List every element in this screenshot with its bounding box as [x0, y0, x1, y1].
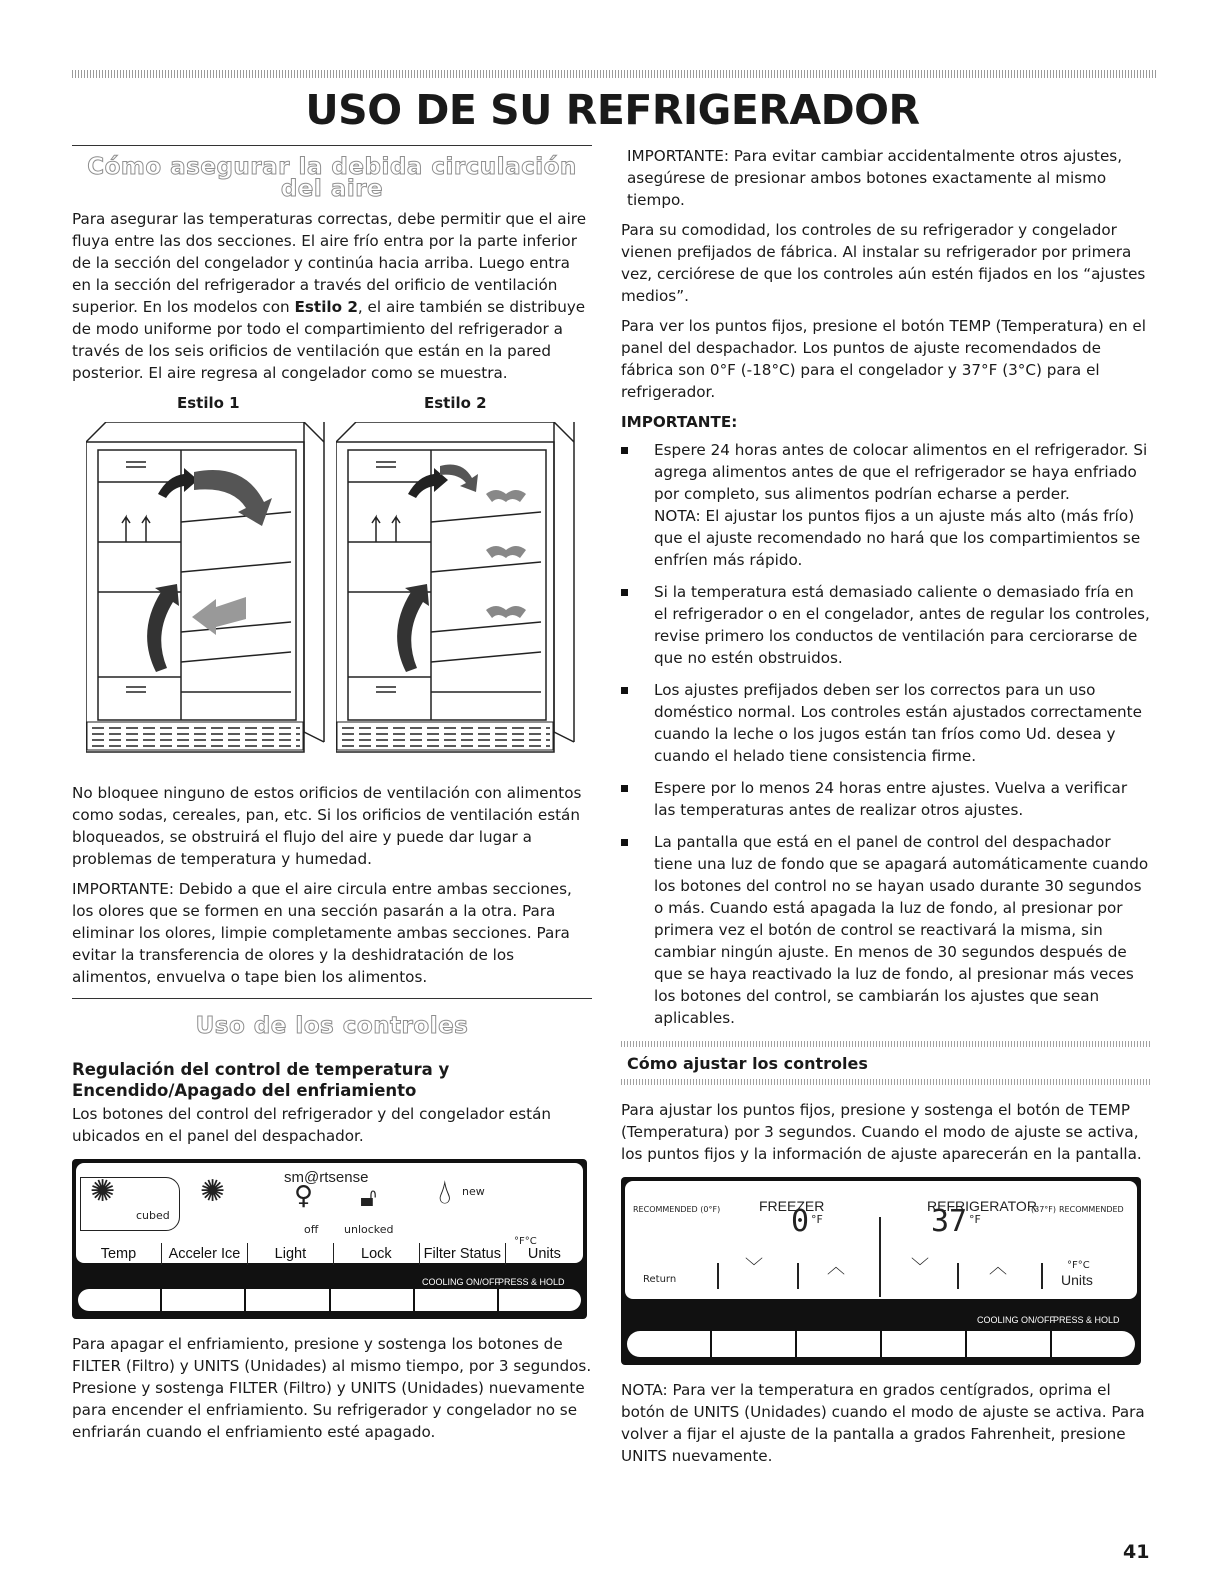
section-rule: [72, 998, 592, 999]
temp-button[interactable]: [78, 1289, 162, 1311]
panel-buttons: [78, 1289, 581, 1311]
important-label: IMPORTANTE:: [72, 880, 174, 898]
divider: [879, 1217, 881, 1297]
refrigerator-recommended: (37°F): [1031, 1205, 1057, 1214]
sub-heading-temp-control: Regulación del control de temperatura y Encendido/Apagado del enfriamiento: [72, 1060, 450, 1100]
page-number: 41: [1123, 1541, 1150, 1563]
freezer-label: FREEZER: [759, 1198, 825, 1214]
units-label: Units: [1061, 1272, 1093, 1288]
list-item: [621, 439, 1151, 571]
divider: [957, 1263, 959, 1289]
panel-buttons: [627, 1331, 1135, 1357]
acceler-ice-label: Acceler Ice: [161, 1243, 247, 1265]
text: El ajustar los puntos fijos a un ajuste más alto (más frío) que el ajuste recomendado no hará que los compartimientos se enfríen más rápido.: [654, 507, 1141, 569]
acceler-ice-button[interactable]: [162, 1289, 246, 1311]
cubed-label: cubed: [136, 1209, 170, 1222]
return-button[interactable]: [627, 1331, 712, 1357]
brand-logo: sm@rtsense: [284, 1169, 369, 1186]
freezer-up-button[interactable]: [797, 1331, 882, 1357]
freezer-unit: °F: [811, 1213, 823, 1226]
freezer-up-icon: ︿: [827, 1257, 845, 1278]
paragraph-air-flow: [72, 208, 592, 384]
important-label: IMPORTANTE:: [627, 147, 729, 165]
text: Debido a que el aire circula entre ambas secciones, los olores que se formen en una sección pasarán a la otra. Para eliminar los olores, limpie completamente ambas secciones. Para evitar la transferencia de olores y la deshidratación de los alimentos, envuelva o tape bien los alimentos.: [72, 880, 572, 986]
style1-label: Estilo 1: [177, 394, 240, 412]
unlocked-label: unlocked: [344, 1223, 394, 1236]
fridge-down-button[interactable]: [882, 1331, 967, 1357]
fridge-temp: 37: [931, 1204, 968, 1239]
list-item: La pantalla que está en el panel de control del despachador tiene una luz de fondo que se apagará automáticamente cuando los botones del control no se hayan usado durante 30 segundos o más. Cuando está apagada la luz de fondo, al presionar por primera vez el botón de control se reactivará la misma, sin cambiar ningún ajuste. En menos de 30 segundos después de que se haya reactivado la luz de fondo, al presionar más veces los botones del control, se cambiarán los ajustes que sean aplicables.: [621, 831, 1151, 1029]
divider: [717, 1263, 719, 1289]
paragraph-setpoints: Para ver los puntos fijos, presione el botón TEMP (Temperatura) en el panel del despachador. Los puntos de ajuste recomendados de fábrica son 0°F (-18°C) para el congelador y 37°F (3°C) para el refrigerador.: [621, 317, 1146, 401]
left-column: [72, 145, 592, 1451]
filter-new-label: new: [462, 1185, 485, 1198]
units-button[interactable]: [1052, 1331, 1135, 1357]
fridge-up-icon: ︿: [989, 1257, 1007, 1278]
filter-status-button[interactable]: [415, 1289, 499, 1311]
press-hold-label: PRESS & HOLD: [1053, 1315, 1120, 1325]
recommended-right: RECOMMENDED: [1059, 1205, 1124, 1214]
divider: [797, 1263, 799, 1289]
important-heading: IMPORTANTE:: [621, 413, 738, 431]
degrees-label: °F°C: [514, 1236, 537, 1247]
note-celsius: [621, 1379, 1151, 1467]
paragraph-factory-presets: Para su comodidad, los controles de su refrigerador y congelador vienen prefijados de fábrica. Al instalar su refrigerador por primera vez, cerciórese de que los controles aún estén fijados en los “ajustes medios”.: [621, 221, 1146, 305]
fridge-unit: °F: [969, 1213, 981, 1226]
light-button[interactable]: [246, 1289, 330, 1311]
light-label: Light: [247, 1243, 333, 1265]
howto-heading: Cómo ajustar los controles: [627, 1054, 868, 1073]
adjust-mode-panel: [621, 1177, 1141, 1365]
lock-button[interactable]: [331, 1289, 415, 1311]
list-item: Espere por lo menos 24 horas entre ajustes. Vuelva a verificar las temperaturas antes de realizar otros ajustes.: [621, 777, 1151, 821]
howto-heading-block: [621, 1041, 1151, 1085]
light-bulb-icon: ♀: [294, 1181, 314, 1211]
text: Para asegurar las temperaturas correctas, debe permitir que el aire fluya entre las dos secciones. El aire frío entra por la parte inferior de la sección del congelador y continúa hacia arriba. Luego entra en la sección del refrigerador a través del orificio de ventilación superior. En los modelos con: [72, 210, 587, 316]
filter-status-label: Filter Status: [419, 1243, 505, 1265]
unlock-icon: 🔓︎: [360, 1183, 377, 1213]
heading-rule: [621, 1079, 1151, 1085]
units-button[interactable]: [499, 1289, 581, 1311]
press-hold-label: PRESS & HOLD: [498, 1277, 565, 1287]
paragraph-odors: [72, 878, 592, 988]
note-setpoints: [654, 505, 1151, 571]
paragraph-adjust: Para ajustar los puntos fijos, presione y sostenga el botón de TEMP (Temperatura) por 3 segundos. Cuando el modo de ajuste se activa, los puntos fijos y la información de ajuste aparecerán en la pantalla.: [621, 1101, 1142, 1163]
refrigerator-label: REFRIGERATOR: [927, 1198, 1037, 1214]
important-list: [621, 439, 1151, 1029]
right-column: [621, 145, 1151, 1475]
light-off-label: off: [304, 1223, 319, 1236]
note-label: NOTA:: [654, 507, 701, 525]
paragraph-vents: No bloquee ninguno de estos orificios de ventilación con alimentos como sodas, cereales, pan, etc. Si los orificios de ventilación están bloqueados, se obstruirá el flujo del aire y puede dar lugar a problemas de temperatura y humedad.: [72, 784, 582, 868]
style2-diagram: [336, 422, 576, 762]
acceler-ice-icon: ✺: [200, 1174, 226, 1209]
cooling-on-off-label: COOLING ON/OFF: [977, 1315, 1056, 1325]
freezer-temp: 0: [791, 1204, 810, 1239]
filter-drop-icon: 💧︎: [438, 1172, 452, 1212]
ice-icon: ✺: [90, 1174, 116, 1209]
divider: [1041, 1263, 1043, 1289]
dispenser-control-panel: [72, 1159, 587, 1319]
fridge-down-icon: ﹀: [911, 1257, 929, 1278]
return-label: Return: [643, 1274, 677, 1285]
text: Espere 24 horas antes de colocar alimentos en el refrigerador. Si agrega alimentos antes de que el refrigerador se haya enfriado por completo, sus alimentos podrían echarse a perder.: [654, 441, 1148, 503]
panel-button-labels: [76, 1243, 583, 1265]
paragraph-buttons-location: Los botones del control del refrigerador y del congelador están ubicados en el panel del despachador.: [72, 1105, 552, 1145]
list-item: Los ajustes prefijados deben ser los correctos para un uso doméstico normal. Los controles están ajustados correctamente cuando la leche o los jugos están tan fríos como Ud. desea y cuando el helado tiene consistencia firme.: [621, 679, 1151, 767]
freezer-down-button[interactable]: [712, 1331, 797, 1357]
temp-label: Temp: [100, 1246, 137, 1262]
recommended-left: RECOMMENDED (0°F): [633, 1205, 721, 1214]
section-heading-controls: Uso de los controles: [195, 1013, 469, 1039]
lock-label: Lock: [333, 1243, 419, 1265]
freezer-down-icon: ﹀: [745, 1257, 763, 1278]
text: , el aire también se distribuye de modo uniforme por todo el compartimiento del refrigerador a través de los seis orificios de ventilación que están en la pared posterior. El aire regresa al congelador como se muestra.: [72, 298, 586, 382]
note-label: NOTA:: [621, 1381, 668, 1399]
style1-diagram: [86, 422, 326, 762]
airflow-diagrams: [72, 392, 592, 772]
bold-text: Estilo 2: [294, 298, 358, 316]
list-item: Si la temperatura está demasiado caliente o demasiado fría en el refrigerador o en el congelador, antes de regular los controles, revise primero los conductos de ventilación para cerciorarse de que no estén obstruidos.: [621, 581, 1151, 669]
text: Para ver la temperatura en grados centígrados, oprima el botón de UNITS (Unidades) cuando el modo de ajuste se activa. Para volver a fijar el ajuste de la pantalla a grados Fahrenheit, presione UNITS nuevamente.: [621, 1381, 1145, 1465]
style2-label: Estilo 2: [424, 394, 487, 412]
section-heading-air-circulation: Cómo asegurar la debida circulación del aire: [87, 154, 577, 202]
fridge-up-button[interactable]: [967, 1331, 1052, 1357]
top-rule: [72, 70, 1157, 78]
text: Para evitar cambiar accidentalmente otros ajustes, asegúrese de presionar ambos botones exactamente al mismo tiempo.: [627, 147, 1123, 209]
degrees-label: °F°C: [1067, 1260, 1090, 1271]
cooling-on-off-label: COOLING ON/OFF: [422, 1277, 501, 1287]
paragraph-important-buttons: [621, 145, 1151, 211]
units-label: Units: [505, 1243, 583, 1265]
paragraph-cooling-off: Para apagar el enfriamiento, presione y sostenga los botones de FILTER (Filtro) y UNITS (Unidades) al mismo tiempo, por 3 segundos. Presione y sostenga FILTER (Filtro) y UNITS (Unidades) nuevamente para encender el enfriamiento. Su refrigerador y congelador no se enfriarán cuando el enfriamiento esté apagado.: [72, 1335, 592, 1441]
section-rule: [72, 145, 592, 146]
page-title: USO DE SU REFRIGERADOR: [305, 86, 920, 134]
